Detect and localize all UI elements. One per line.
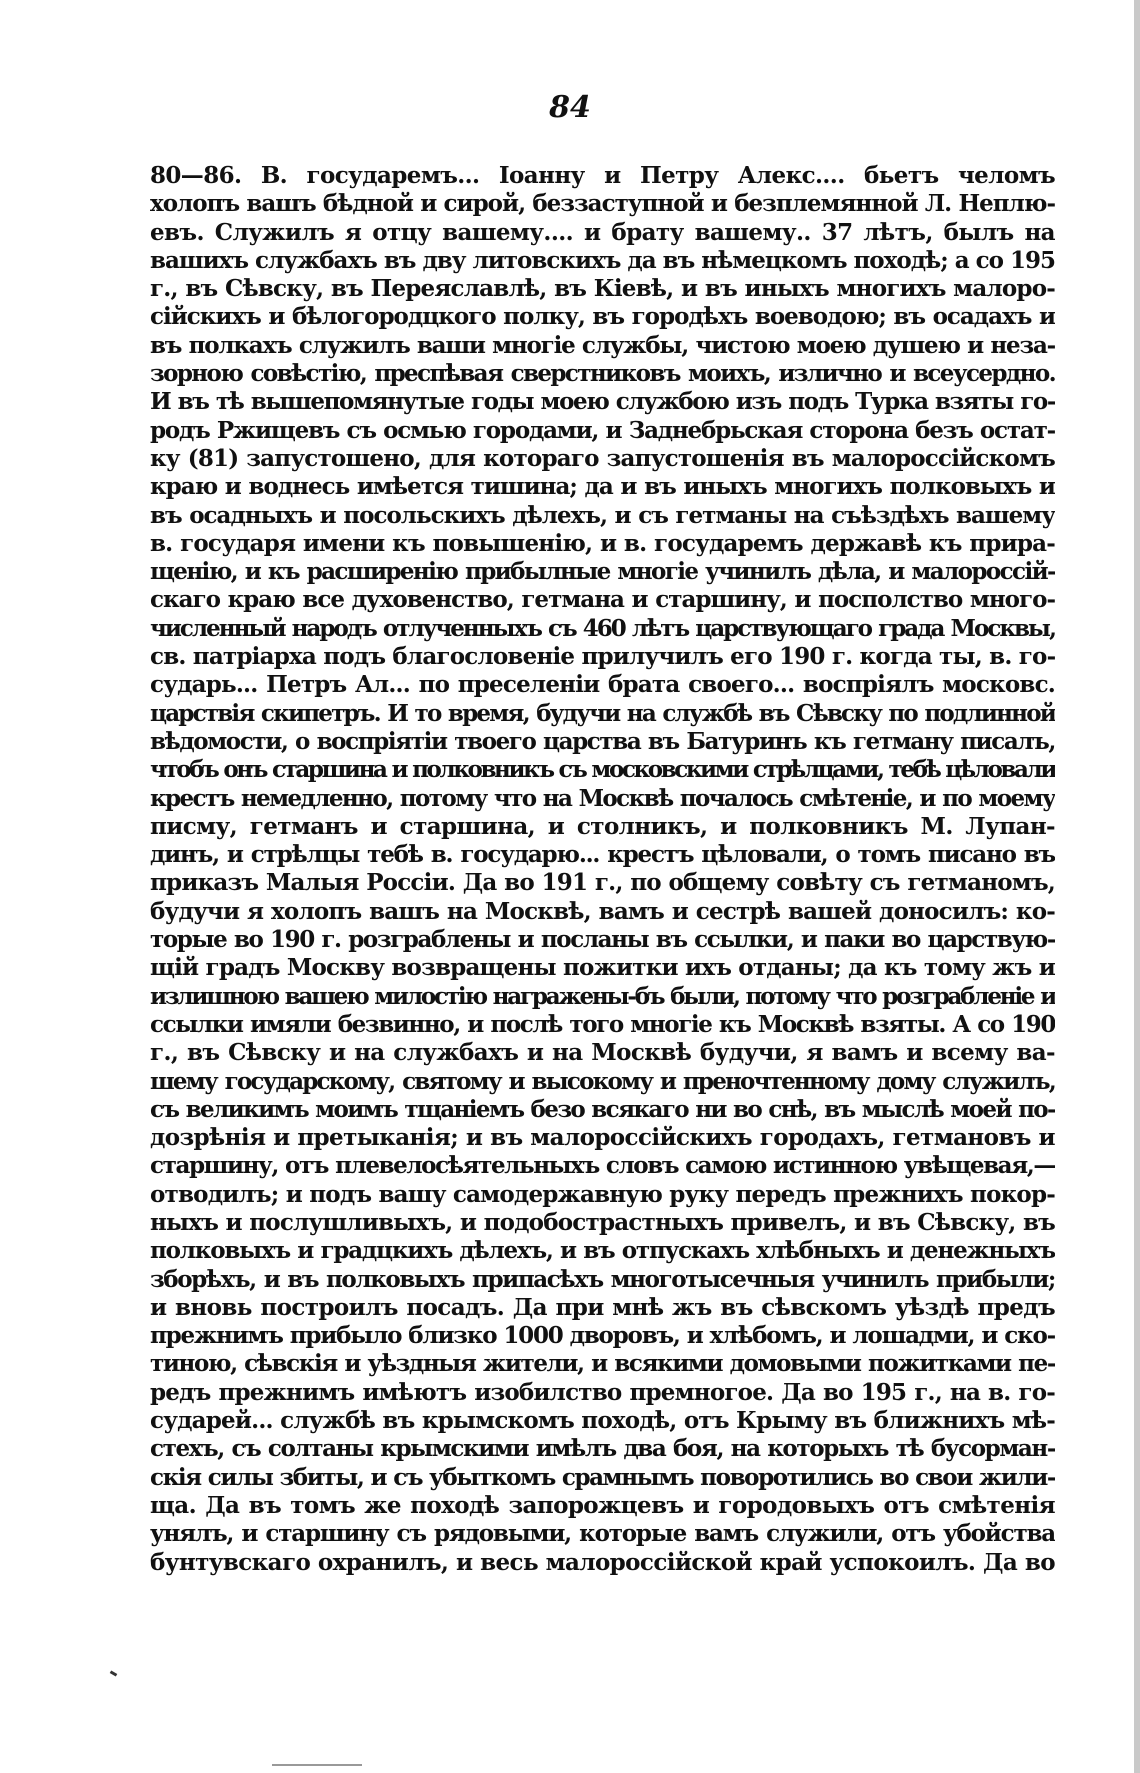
stray-mark [110, 1670, 118, 1676]
text-line: торые во 190 г. розграблены и посланы въ ссылки, и паки во царствую- [150, 926, 1055, 954]
text-line: чтобъ онъ старшина и полковникъ съ московскими стрѣлцами, тебѣ цѣловали [150, 756, 1055, 784]
text-line: отводилъ; и подъ вашу самодержавную руку передъ прежнихъ покор- [150, 1180, 1055, 1208]
text-line: скаго краю все духовенство, гетмана и старшину, и посполство много- [150, 586, 1055, 614]
text-line: 80—86. В. государемъ... Іоанну и Петру Алекс.... бьетъ челомъ [150, 162, 1055, 189]
text-line: крестъ немедленно, потому что на Москвѣ почалось смѣтеніе, и по моему [150, 784, 1055, 812]
text-line: старшину, отъ плевелосѣятельныхъ словъ самою истинною увѣщевая,— [150, 1152, 1055, 1180]
text-line: будучи я холопъ вашъ на Москвѣ, вамъ и сестрѣ вашей доносилъ: ко- [150, 897, 1055, 925]
text-line: сударей... службѣ въ крымскомъ походѣ, отъ Крыму въ ближнихъ мѣ- [150, 1407, 1055, 1435]
text-line: И въ тѣ вышепомянутые годы моею службою изъ подъ Турка взяты го- [150, 388, 1055, 416]
text-line: сійскихъ и бѣлогородцкого полку, въ городѣхъ воеводою; въ осадахъ и [150, 303, 1055, 331]
text-line: съ великимъ моимъ тщаніемъ безо всякаго ни во снѣ, въ мыслѣ моей по- [150, 1095, 1055, 1123]
text-line: в. государя имени къ повышенію, и в. государемъ державѣ къ прира- [150, 529, 1055, 557]
text-line: писму, гетманъ и старшина, и столникъ, и полковникъ М. Лупан- [150, 812, 1055, 840]
text-line: редъ прежнимъ имѣютъ изобилство премногое. Да во 195 г., на в. го- [150, 1378, 1055, 1406]
page-number: 84 [549, 90, 591, 125]
text-line: тиною, сѣвскія и уѣздныя жители, и всякими домовыми пожитками пе- [150, 1350, 1055, 1378]
text-line: зорною совѣстію, преспѣвая сверстниковъ моихъ, излично и всеусердно. [150, 360, 1055, 388]
page-edge [1134, 0, 1140, 1773]
footer-rule [272, 1764, 362, 1766]
text-line: евъ. Служилъ я отцу вашему.... и брату вашему.. 37 лѣтъ, былъ на [150, 218, 1055, 246]
text-line: шему государскому, святому и высокому и преночтенному дому служилъ, [150, 1067, 1055, 1095]
text-line: излишною вашею милостію награжены-бъ были, потому что розграбленіе и [150, 982, 1055, 1010]
text-line: ссылки имяли безвинно, и послѣ того многіе къ Москвѣ взяты. А со 190 [150, 1010, 1055, 1038]
text-line: сударь... Петръ Ал... по преселеніи брата своего... воспріялъ московс. [150, 671, 1055, 699]
text-line: и вновь построилъ посадъ. Да при мнѣ жъ въ сѣвскомъ уѣздѣ предъ [150, 1293, 1055, 1321]
text-line: холопъ вашъ бѣдной и сирой, беззаступной и безплемянной Л. Неплю- [150, 190, 1055, 218]
text-line: динъ, и стрѣлцы тебѣ в. государю... крестъ цѣловали, о томъ писано въ [150, 841, 1055, 869]
text-line: дозрѣнія и претыканія; и въ малороссійскихъ городахъ, гетмановъ и [150, 1124, 1055, 1152]
text-line: вѣдомости, о воспріятіи твоего царства въ Батуринъ къ гетману писалъ, [150, 727, 1055, 755]
text-line: полковыхъ и градцкихъ дѣлехъ, и въ отпускахъ хлѣбныхъ и денежныхъ [150, 1237, 1055, 1265]
text-line: щій градъ Москву возвращены пожитки ихъ отданы; да къ тому жъ и [150, 954, 1055, 982]
text-line: приказъ Малыя Россіи. Да во 191 г., по общему совѣту съ гетманомъ, [150, 869, 1055, 897]
text-line: ща. Да въ томъ же походѣ запорожцевъ и городовыхъ отъ смѣтенія [150, 1491, 1055, 1519]
text-line: щенію, и къ расширенію прибылные многіе учинилъ дѣла, и малороссій- [150, 558, 1055, 586]
text-line: унялъ, и старшину съ рядовыми, которые вамъ служили, отъ убойства [150, 1520, 1055, 1548]
text-line: г., въ Сѣвску и на службахъ и на Москвѣ будучи, я вамъ и всему ва- [150, 1039, 1055, 1067]
text-line: ку (81) запустошено, для котораго запустошенія въ малороссійскомъ [150, 444, 1055, 472]
text-line: г., въ Сѣвску, въ Переяславлѣ, въ Кіевѣ, и въ иныхъ многихъ малоро- [150, 275, 1055, 303]
text-line: св. патріарха подъ благословеніе прилучилъ его 190 г. когда ты, в. го- [150, 643, 1055, 671]
text-line: бунтувскаго охранилъ, и весь малороссійской край успокоилъ. Да во [150, 1548, 1055, 1576]
text-line: зборѣхъ, и въ полковыхъ припасѣхъ многотысечныя учинилъ прибыли; [150, 1265, 1055, 1293]
text-line: родъ Ржищевъ съ осмью городами, и Заднебрьская сторона безъ остат- [150, 416, 1055, 444]
text-line: ныхъ и послушливыхъ, и подобострастныхъ привелъ, и въ Сѣвску, въ [150, 1208, 1055, 1236]
text-line: стехъ, съ солтаны крымскими имѣлъ два боя, на которыхъ тѣ бусорман- [150, 1435, 1055, 1463]
text-line: численный народъ отлученныхъ съ 460 лѣтъ царствующаго града Москвы, [150, 614, 1055, 642]
text-line: вашихъ службахъ въ дву литовскихъ да въ нѣмецкомъ походѣ; а со 195 [150, 246, 1055, 274]
body-text [150, 162, 1055, 1577]
text-line: въ полкахъ служилъ ваши многіе службы, чистою моею душею и неза- [150, 331, 1055, 359]
text-line: скія силы збиты, и съ убыткомъ срамнымъ поворотились во свои жили- [150, 1463, 1055, 1491]
text-line: прежнимъ прибыло близко 1000 дворовъ, и хлѣбомъ, и лошадми, и ско- [150, 1322, 1055, 1350]
text-line: царствія скипетръ. И то время, будучи на службѣ въ Сѣвску по подлинной [150, 699, 1055, 727]
text-line: въ осадныхъ и посольскихъ дѣлехъ, и съ гетманы на съѣздѣхъ вашему [150, 501, 1055, 529]
text-line: краю и воднесь имѣется тишина; да и въ иныхъ многихъ полковыхъ и [150, 473, 1055, 501]
